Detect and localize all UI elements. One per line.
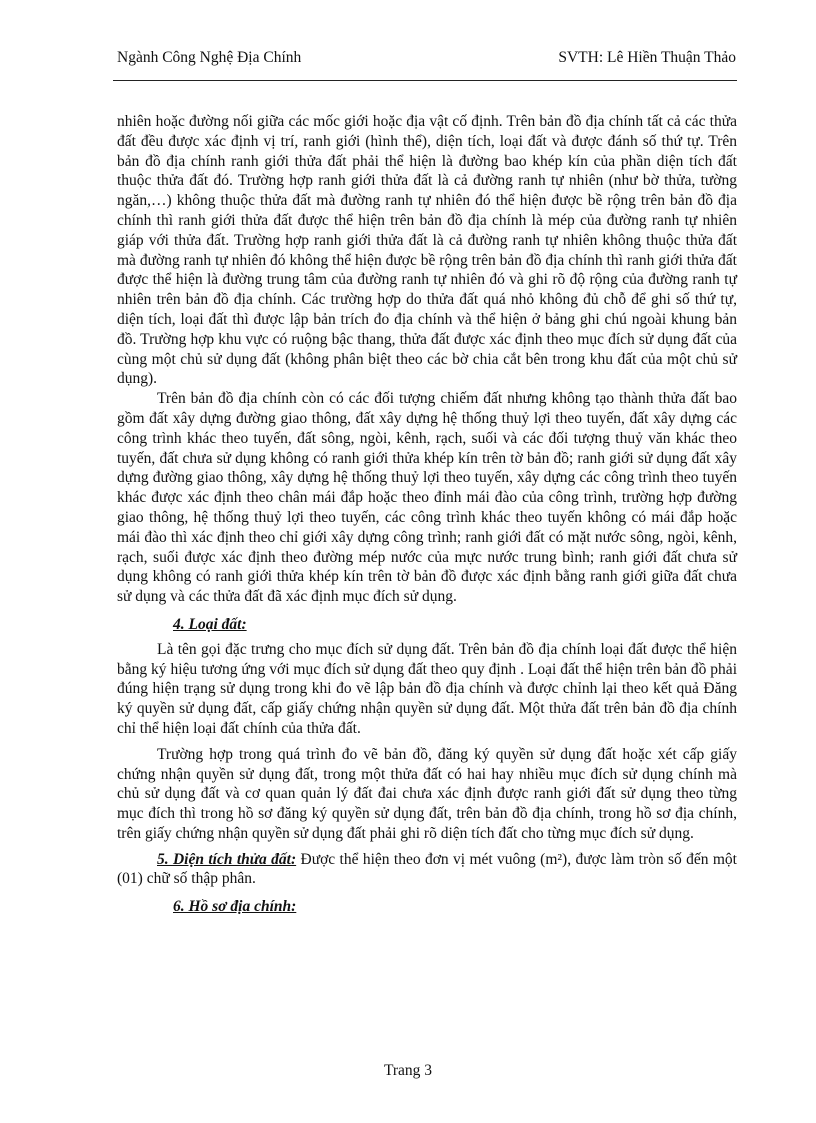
page-number: Trang 3 <box>383 1062 433 1079</box>
paragraph-1: nhiên hoặc đường nối giữa các mốc giới hoặc địa vật cố định. Trên bản đồ địa chính tất cả các thửa đất đều được xác định vị trí, ranh giới (hình thể), diện tích, loại đất và được đánh số thứ tự. Trên bản đồ địa chính ranh giới thửa đất phải thể hiện là đường bao khép kín của phần diện tích đất thuộc thửa đất đó. Trường hợp ranh giới thửa đất là cả đường ranh tự nhiên (như bờ thửa, tường ngăn,…) không thuộc thửa đất mà đường ranh tự nhiên đó thể hiện được bề rộng trên bản đồ địa chính thì ranh giới thửa đất được thể hiện trên bản đồ địa chính là mép của đường ranh tự nhiên giáp với thửa đất. Trường hợp ranh giới thửa đất là cả đường ranh tự nhiên không thuộc thửa đất mà đường ranh tự nhiên đó không thể hiện được bề rộng trên bản đồ địa chính thì ranh giới thửa đất được thể hiện là đường trung tâm của đường ranh tự nhiên đó và ghi rõ độ rộng của đường ranh tự nhiên trên bản đồ địa chính. Các trường hợp do thửa đất quá nhỏ không đủ chỗ để ghi số thứ tự, diện tích, loại đất thì được lập bản trích đo địa chính và thể hiện ở bảng ghi chú ngoài khung bản đồ. Trường hợp khu vực có ruộng bậc thang, thửa đất được xác định theo mục đích sử dụng đất của cùng một chủ sử dụng đất (không phân biệt theo các bờ chia cắt bên trong khu đất của một chủ sử dụng). <box>117 113 737 388</box>
paragraph-4: Trường hợp trong quá trình đo vẽ bản đồ, đăng ký quyền sử dụng đất hoặc xét cấp giấy chứng nhận quyền sử dụng đất, trong một thửa đất có hai hay nhiều mục đích sử dụng chính mà chủ sử dụng đất và cơ quan quản lý đất đai chưa xác định được ranh giới đất sử dụng theo từng mục đích thì trong hồ sơ đăng ký quyền sử dụng đất, trên bản đồ địa chính, trong hồ sơ địa chính, trên giấy chứng nhận quyền sử dụng đất phải ghi rõ diện tích đất cho từng mục đích sử dụng. <box>117 745 737 842</box>
paragraph-5 <box>117 850 737 890</box>
heading-5: 5. Diện tích thửa đất: <box>157 850 297 868</box>
header-rule <box>113 80 737 81</box>
heading-5-text: Được thể hiện theo đơn vị mét vuông (m²), được làm tròn số đến một (01) chữ số thập phân. <box>117 850 737 888</box>
paragraph-3: Là tên gọi đặc trưng cho mục đích sử dụng đất. Trên bản đồ địa chính loại đất được thể hiện bằng ký hiệu tương ứng với mục đích sử dụng đất theo quy định . Loại đất thể hiện trên bản đồ phải đúng hiện trạng sử dụng trong khi đo vẽ lập bản đồ địa chính và được chỉnh lại theo kết quả Đăng ký quyền sử dụng đất, cấp giấy chứng nhận quyền sử dụng đất. Một thửa đất trên bản đồ địa chính chỉ thể hiện loại đất chính của thửa đất. <box>117 640 737 737</box>
paragraph-2: Trên bản đồ địa chính còn có các đối tượng chiếm đất nhưng không tạo thành thửa đất bao gồm đất xây dựng đường giao thông, đất xây dựng hệ thống thuỷ lợi theo tuyến, đất xây dựng các công trình khác theo tuyến, đất sông, ngòi, kênh, rạch, suối và các đối tượng thuỷ văn khác theo tuyến, đất chưa sử dụng không có ranh giới thửa khép kín trên tờ bản đồ; ranh giới sử dụng đất xây dựng đường giao thông, xây dựng hệ thống thuỷ lợi theo tuyến, xây dựng các công trình theo tuyến khác được xác định theo chân mái đắp hoặc theo đỉnh mái đào của công trình, trường hợp đường giao thông, hệ thống thuỷ lợi theo tuyến, các công trình khác theo tuyến không có mái đắp hoặc mái đào thì xác định theo chỉ giới xây dựng công trình; ranh giới đất có mặt nước sông, ngòi, kênh, rạch, suối được xác định theo đường mép nước của mực nước trung bình; ranh giới đất chưa sử dụng không có ranh giới thửa khép kín trên tờ bản đồ được xác định bằng ranh giới giữa đất chưa sử dụng và các thửa đất đã xác định mục đích sử dụng. <box>117 390 737 606</box>
document-body <box>117 112 737 922</box>
header-left: Ngành Công Nghệ Địa Chính <box>117 49 302 66</box>
page-header <box>117 49 736 71</box>
header-right: SVTH: Lê Hiền Thuận Thảo <box>558 49 736 66</box>
heading-6: 6. Hồ sơ địa chính: <box>173 898 297 916</box>
heading-4: 4. Loại đất: <box>173 615 247 633</box>
